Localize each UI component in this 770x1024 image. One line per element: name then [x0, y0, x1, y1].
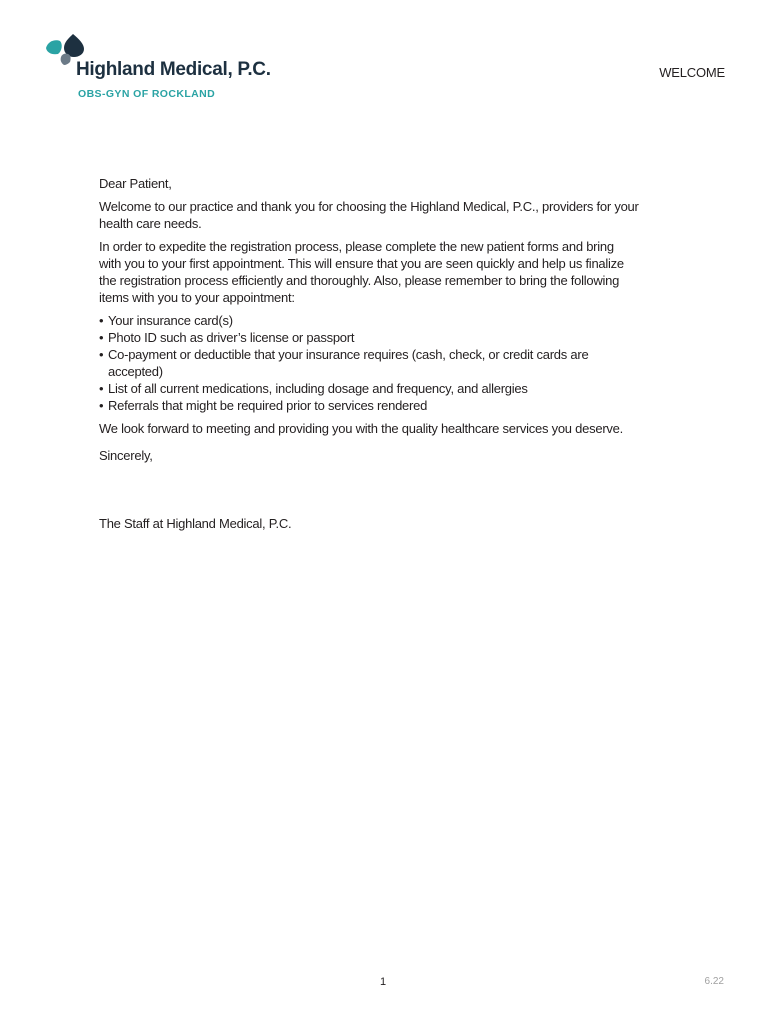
page-number: 1	[380, 976, 387, 988]
practice-logo	[44, 32, 304, 104]
outro-paragraph: We look forward to meeting and providing you with the quality healthcare services you deserve.	[99, 421, 623, 436]
letter-body	[99, 175, 639, 532]
list-item: • Photo ID such as driver’s license or passport	[99, 329, 639, 346]
practice-name: Highland Medical, P.C.	[76, 59, 271, 80]
list-item: • Your insurance card(s)	[99, 312, 639, 329]
signature: The Staff at Highland Medical, P.C.	[99, 516, 292, 531]
revision-code: 6.22	[704, 976, 724, 987]
closing: Sincerely,	[99, 448, 153, 463]
items-to-bring-list	[99, 312, 639, 414]
list-item: • List of all current medications, including dosage and frequency, and allergies	[99, 380, 639, 397]
intro-paragraph: Welcome to our practice and thank you for choosing the Highland Medical, P.C., providers for your health care needs.	[99, 199, 639, 231]
instructions-paragraph: In order to expedite the registration process, please complete the new patient forms and bring with you to your first appointment. This will ensure that you are seen quickly and help us finalize the registration process efficiently and thoroughly. Also, please remember to bring the following items with you to your appointment:	[99, 239, 624, 305]
list-item: • Co-payment or deductible that your insurance requires (cash, check, or credit cards are accepted)	[99, 346, 639, 380]
list-item: • Referrals that might be required prior to services rendered	[99, 397, 639, 414]
practice-subtitle: OBS-GYN OF ROCKLAND	[78, 88, 216, 100]
document-type-label: WELCOME	[659, 65, 725, 80]
salutation: Dear Patient,	[99, 176, 172, 191]
